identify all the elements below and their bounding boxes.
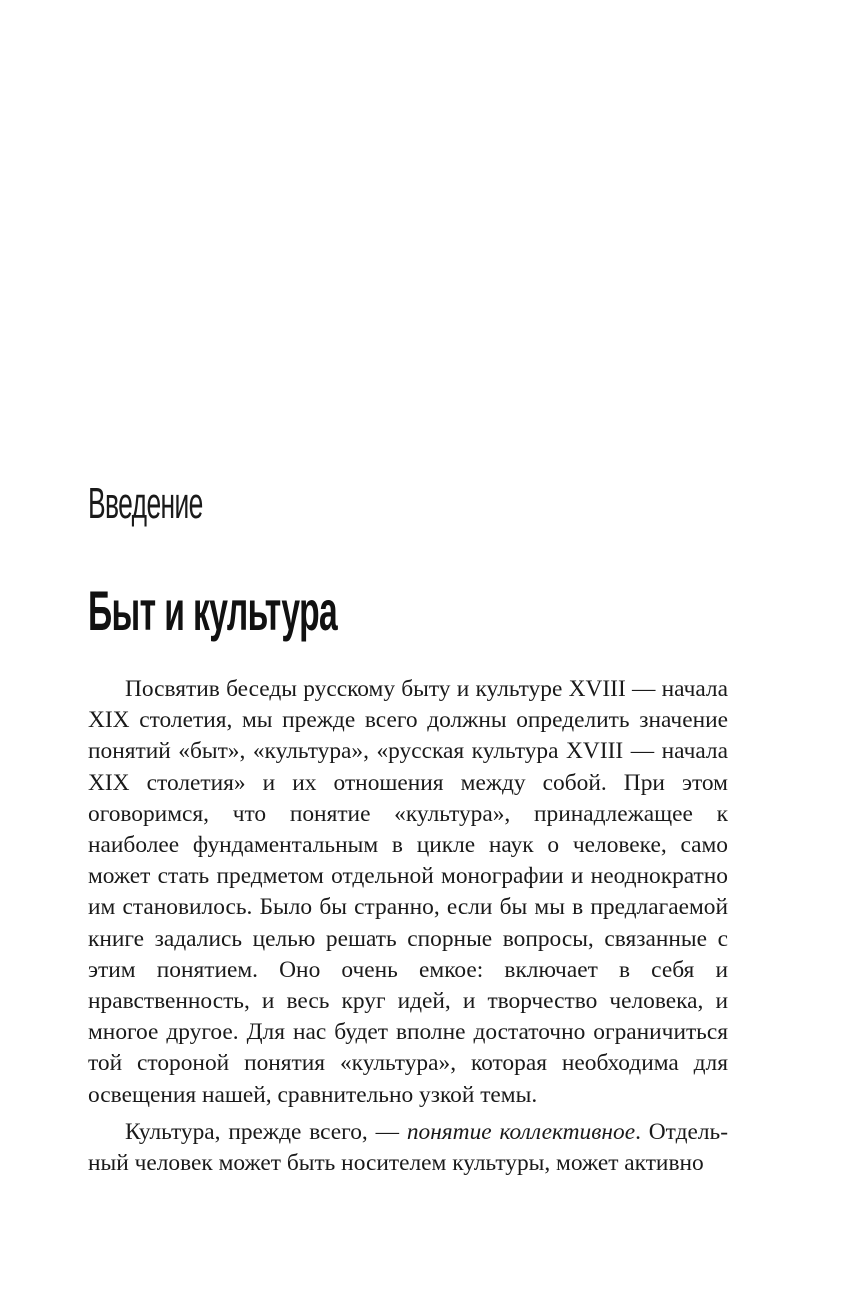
paragraph-2-tail: . Отдельный человек может быть носителем культуры, может активно bbox=[88, 1118, 728, 1177]
chapter-title: Быт и культура bbox=[88, 579, 338, 642]
section-label: Введение bbox=[88, 479, 203, 528]
paragraph-2-emphasis: понятие коллективное bbox=[406, 1118, 636, 1145]
body-text bbox=[88, 674, 728, 1179]
paragraph-2-lead: Культура, прежде всего, — bbox=[125, 1118, 407, 1145]
paragraph-2 bbox=[88, 1117, 728, 1179]
paragraph-1: Посвятив беседы русскому быту и культуре XVIII — начала XIX столетия, мы прежде всего должны определить значение понятий «быт», «культура», «русская культура XVIII — начала XIX столетия» и их отношения между собой. При этом оговоримся, что понятие «культура», принадлежащее к наиболее фундаментальным в цикле наук о человеке, само может стать предметом отдельной монографии и неоднократно им становилось. Было бы странно, если бы мы в предлагаемой книге задались целью решать спорные вопросы, связанные с этим понятием. Оно очень емкое: включает в себя и нравственность, и весь круг идей, и творчество человека, и многое другое. Для нас будет вполне достаточно ограничиться той стороной понятия «культура», которая необходима для освещения нашей, сравнительно узкой темы. bbox=[88, 676, 728, 1108]
